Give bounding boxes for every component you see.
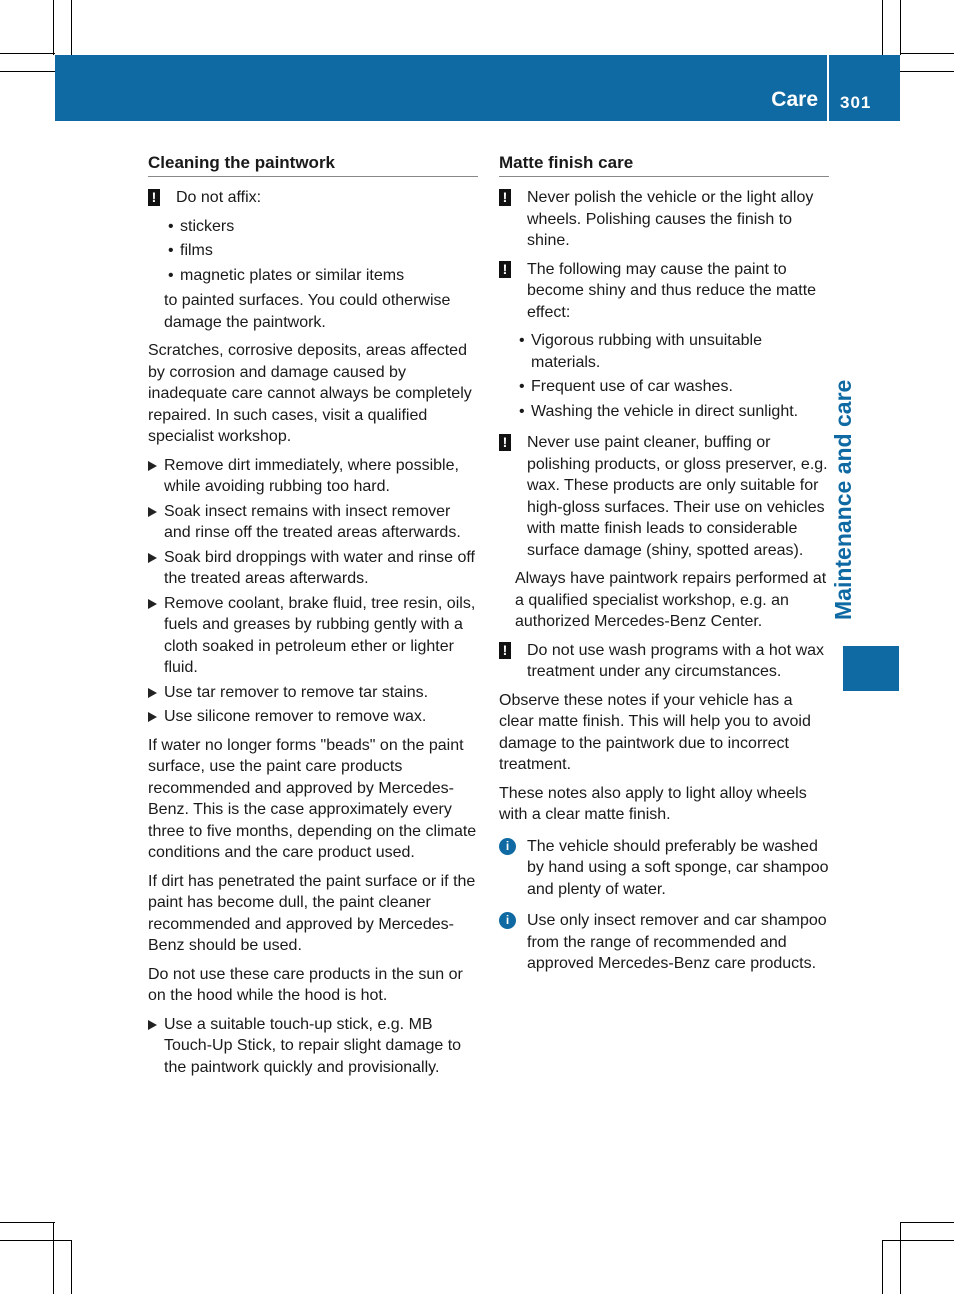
step-item	[148, 682, 478, 704]
crop-mark	[900, 71, 954, 72]
list-item: • Vigorous rubbing with unsuitable materials.	[519, 330, 829, 373]
bullet-list	[499, 330, 829, 422]
warning-text: Never polish the vehicle or the light alloy wheels. Polishing causes the finish to shine.	[527, 189, 814, 249]
warning-note	[499, 432, 829, 561]
exclamation-icon: !	[499, 434, 511, 451]
step-text: Use silicone remover to remove wax.	[164, 708, 427, 725]
info-note	[499, 836, 829, 901]
section-heading: Cleaning the paintwork	[148, 152, 478, 177]
crop-mark	[0, 1222, 55, 1223]
paragraph: Do not use these care products in the sun or on the hood while the hood is hot.	[148, 965, 463, 1004]
triangle-bullet-icon	[148, 712, 157, 722]
crop-mark	[71, 0, 72, 55]
page-number: 301	[840, 93, 872, 112]
crop-mark	[900, 1222, 954, 1223]
crop-mark	[53, 0, 54, 55]
chapter-side-title: Maintenance and care	[830, 379, 856, 620]
step-text: Soak insect remains with insect remover and rinse off the treated areas afterwards.	[164, 502, 461, 541]
section-title: Care	[771, 88, 818, 111]
step-item	[148, 593, 478, 679]
triangle-bullet-icon	[148, 461, 157, 471]
info-icon: i	[499, 912, 516, 929]
step-item	[148, 1014, 478, 1079]
warning-text: The following may cause the paint to become shiny and thus reduce the matte effect:	[527, 260, 817, 321]
crop-mark	[882, 0, 883, 55]
info-text: The vehicle should preferably be washed by hand using a soft sponge, car shampoo and plenty of water.	[527, 837, 829, 898]
crop-mark	[0, 71, 55, 72]
step-text: Soak bird droppings with water and rinse off the treated areas afterwards.	[164, 548, 475, 587]
step-list	[148, 455, 478, 728]
step-text: Remove dirt immediately, where possible, while avoiding rubbing too hard.	[164, 456, 459, 495]
crop-mark	[882, 1240, 954, 1241]
triangle-bullet-icon	[148, 1020, 157, 1030]
paragraph: These notes also apply to light alloy wheels with a clear matte finish.	[499, 784, 807, 823]
crop-mark	[900, 53, 954, 54]
warning-text: Do not affix:	[176, 189, 262, 206]
step-item	[148, 706, 478, 728]
crop-mark	[71, 1240, 72, 1294]
paragraph: If dirt has penetrated the paint surface or if the paint has become dull, the paint cleaner recommended and approved by Mercedes-Benz should be used.	[148, 872, 476, 954]
warning-note	[499, 640, 829, 683]
bullet-list	[148, 216, 478, 287]
warning-text: Do not use wash programs with a hot wax treatment under any circumstances.	[527, 641, 825, 680]
exclamation-icon: !	[499, 642, 511, 659]
step-list	[148, 1014, 478, 1079]
warning-note	[499, 187, 829, 252]
paragraph: If water no longer forms "beads" on the paint surface, use the paint care products recommended and approved by Mercedes-Benz. This is the case approximately every three to five months, depending on the climate conditions and the care product used.	[148, 736, 477, 861]
step-item	[148, 547, 478, 590]
crop-mark	[0, 1240, 71, 1241]
section-heading: Matte finish care	[499, 152, 829, 177]
step-text: Remove coolant, brake fluid, tree resin, oils, fuels and greases by rubbing gently with a cloth soaked in petroleum ether or lighter fluid.	[164, 594, 476, 676]
crop-mark	[900, 1222, 901, 1294]
chapter-tab	[843, 646, 899, 691]
crop-mark	[900, 0, 901, 55]
step-text: Use a suitable touch-up stick, e.g. MB Touch-Up Stick, to repair slight damage to the paintwork quickly and provisionally.	[164, 1015, 462, 1076]
left-column	[148, 152, 478, 1085]
warning-note	[499, 259, 829, 324]
exclamation-icon: !	[499, 261, 511, 278]
warning-extra: Always have paintwork repairs performed at a qualified specialist workshop, e.g. an authorized Mercedes-Benz Center.	[515, 570, 827, 630]
paragraph: Observe these notes if your vehicle has a clear matte finish. This will help you to avoid damage to the paintwork due to incorrect treatment.	[499, 691, 811, 773]
list-item: • Washing the vehicle in direct sunlight.	[519, 401, 829, 423]
right-column	[499, 152, 829, 982]
list-item: • Frequent use of car washes.	[519, 376, 829, 398]
step-item	[148, 455, 478, 498]
exclamation-icon: !	[499, 189, 511, 206]
list-item: • magnetic plates or similar items	[168, 265, 478, 287]
triangle-bullet-icon	[148, 553, 157, 563]
info-icon: i	[499, 838, 516, 855]
info-text: Use only insect remover and car shampoo from the range of recommended and approved Mercedes-Benz care products.	[527, 912, 827, 972]
list-item: • stickers	[168, 216, 478, 238]
step-item	[148, 501, 478, 544]
crop-mark	[882, 1240, 883, 1294]
crop-mark	[0, 53, 55, 54]
crop-mark	[53, 1222, 54, 1294]
list-item: • films	[168, 240, 478, 262]
warning-text: Never use paint cleaner, buffing or polishing products, or gloss preserver, e.g. wax. These products are only suitable for high-gloss surfaces. Their use on vehicles with matte finish leads to considerable surface damage (shiny, spotted areas).	[527, 434, 828, 559]
triangle-bullet-icon	[148, 599, 157, 609]
warning-outro: to painted surfaces. You could otherwise damage the paintwork.	[164, 292, 451, 331]
info-note	[499, 910, 829, 975]
exclamation-icon: !	[148, 189, 160, 206]
triangle-bullet-icon	[148, 688, 157, 698]
warning-note	[148, 187, 478, 209]
triangle-bullet-icon	[148, 507, 157, 517]
header-divider	[827, 55, 829, 121]
paragraph: Scratches, corrosive deposits, areas affected by corrosion and damage caused by inadequate care cannot always be completely repaired. In such cases, visit a qualified specialist workshop.	[148, 342, 472, 445]
step-text: Use tar remover to remove tar stains.	[164, 683, 429, 701]
